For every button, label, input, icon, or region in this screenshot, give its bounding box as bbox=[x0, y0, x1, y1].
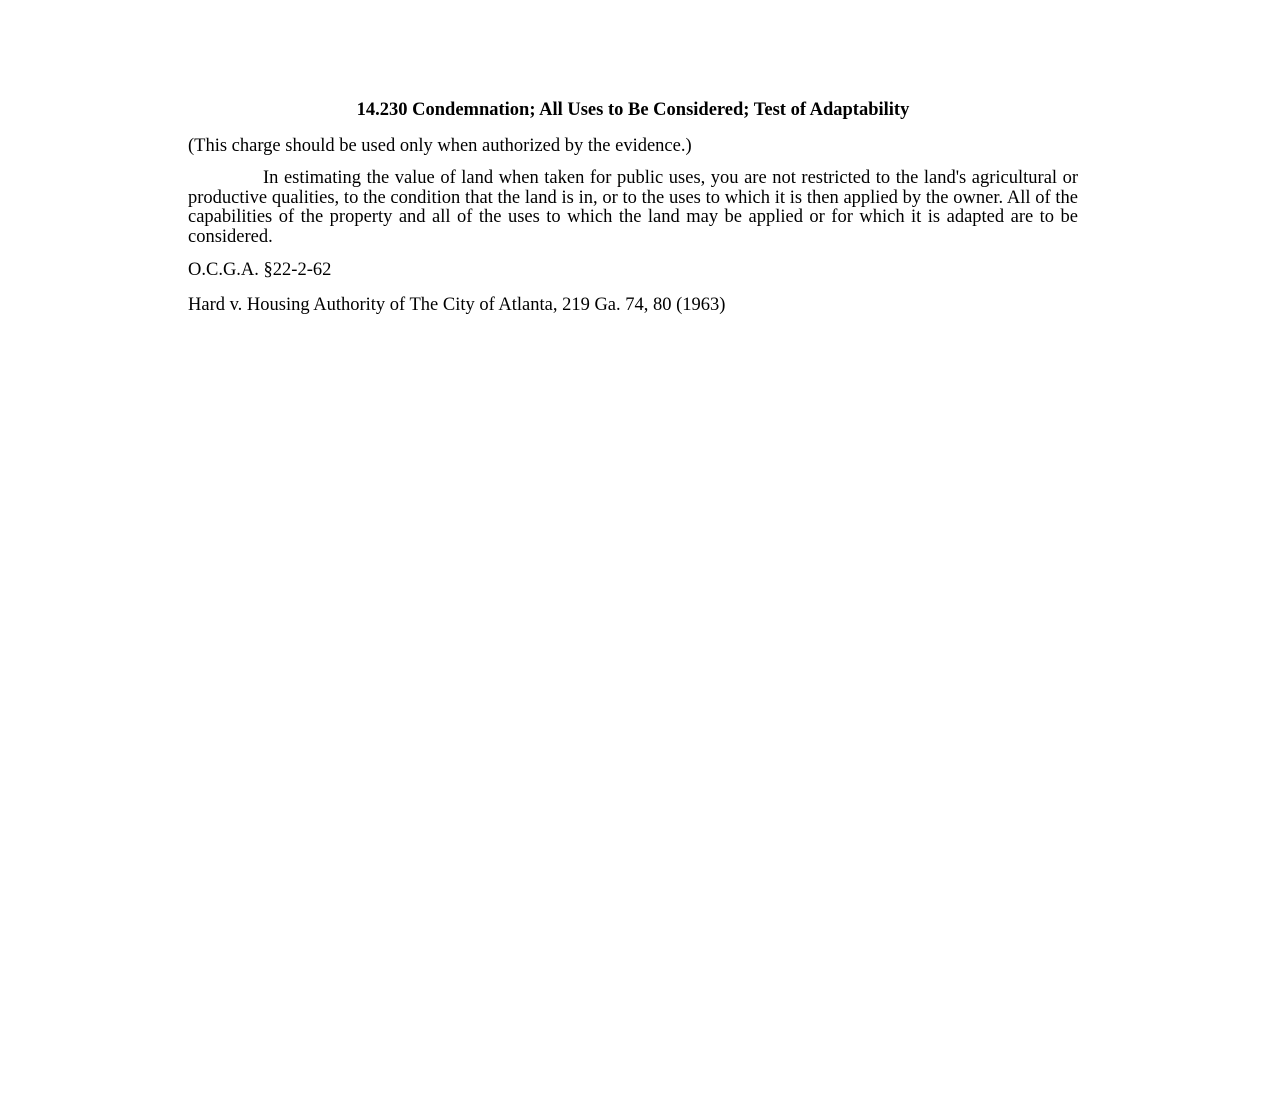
document-page bbox=[188, 98, 1078, 328]
charge-paragraph: In estimating the value of land when taken for public uses, you are not restricted to the land's agricultural or productive qualities, to the condition that the land is in, or to the uses to which it is then applied by the owner. All of the capabilities of the property and all of the uses to which the land may be applied or for which it is adapted are to be considered. bbox=[188, 168, 1078, 247]
citation-statute: O.C.G.A. §22-2-62 bbox=[188, 260, 332, 280]
usage-note: (This charge should be used only when authorized by the evidence.) bbox=[188, 136, 692, 156]
document-title: 14.230 Condemnation; All Uses to Be Considered; Test of Adaptability bbox=[356, 100, 910, 120]
citation-case: Hard v. Housing Authority of The City of Atlanta, 219 Ga. 74, 80 (1963) bbox=[188, 295, 726, 315]
